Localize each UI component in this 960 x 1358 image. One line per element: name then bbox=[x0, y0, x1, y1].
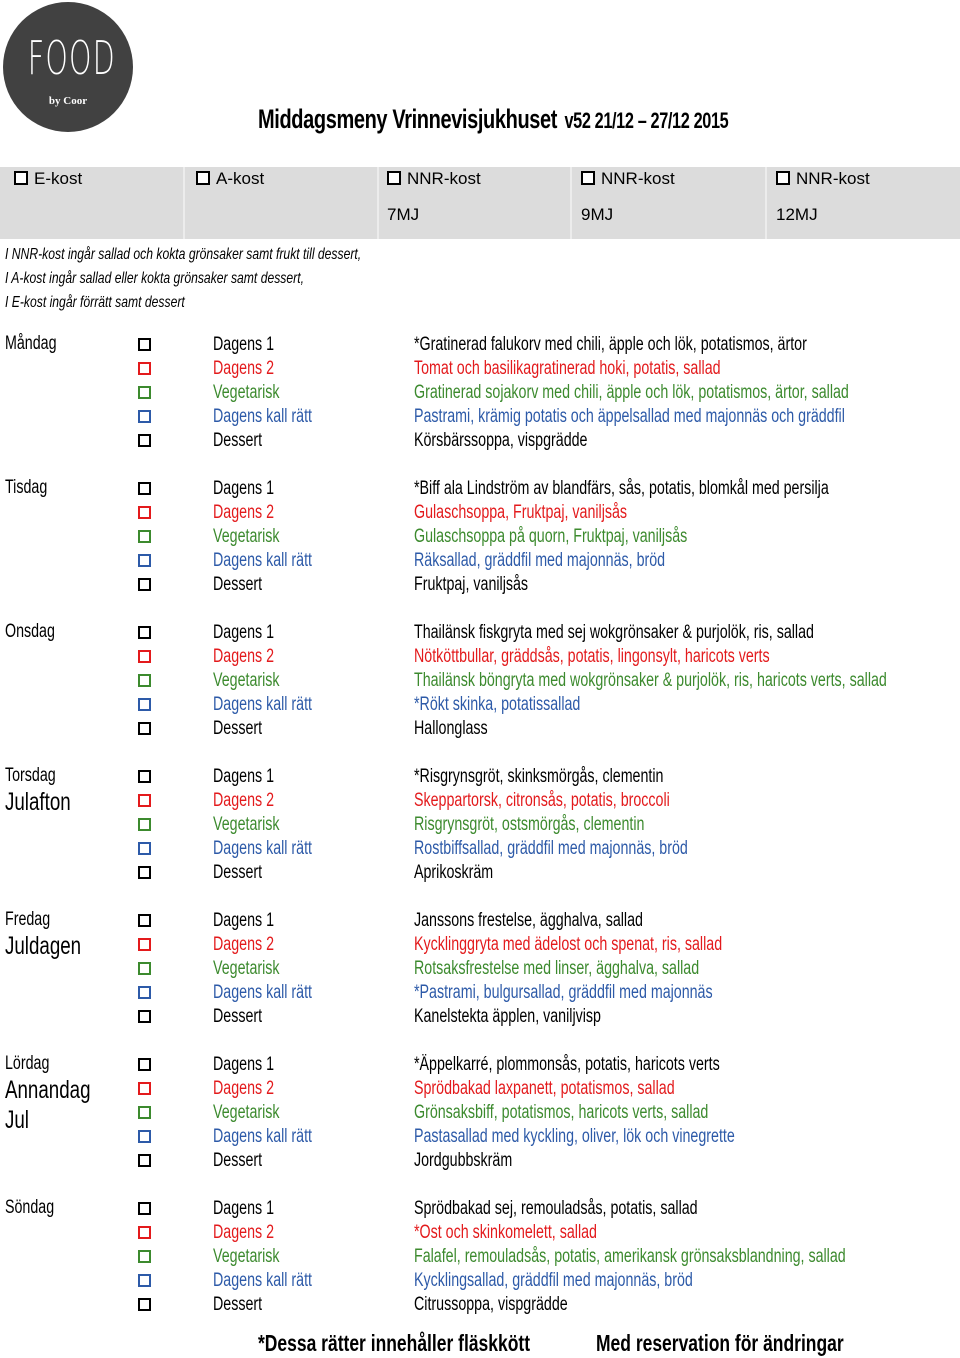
title-text: Middagsmeny Vrinnevisjukhuset bbox=[258, 104, 558, 134]
menu-row-dessert bbox=[0, 861, 960, 885]
day-name: Måndag bbox=[5, 333, 57, 354]
menu-dish: Falafel, remouladsås, potatis, amerikansk grönsaksblandning, sallad bbox=[414, 1246, 846, 1267]
checkbox-icon[interactable] bbox=[387, 171, 401, 185]
note-line: I E-kost ingår förrätt samt dessert bbox=[5, 294, 185, 311]
menu-category: Dagens 1 bbox=[213, 334, 275, 355]
menu-dish: Aprikoskräm bbox=[414, 862, 494, 883]
menu-dish: Sprödbakad laxpanett, potatismos, sallad bbox=[414, 1078, 675, 1099]
menu-row-dagens2 bbox=[0, 1221, 960, 1245]
menu-category: Dagens 2 bbox=[213, 1222, 275, 1243]
note-line: I A-kost ingår sallad eller kokta grönsaker samt dessert, bbox=[5, 270, 304, 287]
checkbox-icon[interactable] bbox=[138, 1106, 151, 1119]
menu-row-dagens2 bbox=[0, 645, 960, 669]
food-by-coor-logo bbox=[3, 2, 133, 132]
menu-category: Vegetarisk bbox=[213, 1246, 280, 1267]
checkbox-icon[interactable] bbox=[138, 578, 151, 591]
checkbox-icon[interactable] bbox=[138, 794, 151, 807]
checkbox-icon[interactable] bbox=[138, 770, 151, 783]
diet-option-e-kost[interactable]: E-kost bbox=[14, 168, 82, 204]
checkbox-icon[interactable] bbox=[138, 1298, 151, 1311]
menu-category: Dagens 2 bbox=[213, 790, 275, 811]
checkbox-icon[interactable] bbox=[138, 866, 151, 879]
menu-category: Dagens 2 bbox=[213, 502, 275, 523]
menu-row-dessert bbox=[0, 1293, 960, 1317]
menu-category: Dagens kall rätt bbox=[213, 1270, 313, 1291]
checkbox-icon[interactable] bbox=[138, 1058, 151, 1071]
checkbox-icon[interactable] bbox=[138, 482, 151, 495]
menu-row-kall bbox=[0, 981, 960, 1005]
holiday-name: Julafton bbox=[5, 788, 71, 816]
menu-row-dagens1 bbox=[0, 1197, 960, 1221]
menu-row-dessert bbox=[0, 429, 960, 453]
diet-option-nnr-7mj[interactable]: NNR-kost bbox=[387, 168, 481, 204]
menu-row-vegetarisk bbox=[0, 525, 960, 549]
day-name: Onsdag bbox=[5, 621, 55, 642]
menu-category: Dagens 1 bbox=[213, 1054, 275, 1075]
menu-row-kall bbox=[0, 693, 960, 717]
menu-row-dagens2 bbox=[0, 1077, 960, 1101]
checkbox-icon[interactable] bbox=[138, 698, 151, 711]
page-title bbox=[258, 104, 728, 135]
menu-row-dagens1 bbox=[0, 621, 960, 645]
checkbox-icon[interactable] bbox=[138, 674, 151, 687]
menu-category: Dagens kall rätt bbox=[213, 694, 313, 715]
day-name: Lördag bbox=[5, 1053, 50, 1074]
menu-dish: Thailänsk fiskgryta med sej wokgrönsaker & purjolök, ris, sallad bbox=[414, 622, 814, 643]
energy-7mj: 7MJ bbox=[387, 205, 420, 224]
menu-dish: Hallonglass bbox=[414, 718, 488, 739]
menu-row-vegetarisk bbox=[0, 1245, 960, 1269]
menu-row-kall bbox=[0, 1125, 960, 1149]
checkbox-icon[interactable] bbox=[138, 650, 151, 663]
menu-row-kall bbox=[0, 1269, 960, 1293]
checkbox-icon[interactable] bbox=[138, 1082, 151, 1095]
reservation-note: Med reservation för ändringar bbox=[596, 1330, 844, 1356]
menu-category: Dagens kall rätt bbox=[213, 1126, 313, 1147]
menu-dish: *Biff ala Lindström av blandfärs, sås, potatis, blomkål med persilja bbox=[414, 478, 829, 499]
menu-category: Dessert bbox=[213, 862, 263, 883]
menu-category: Vegetarisk bbox=[213, 382, 280, 403]
menu-row-kall bbox=[0, 405, 960, 429]
menu-category: Dagens 1 bbox=[213, 910, 275, 931]
menu-category: Dagens 1 bbox=[213, 478, 275, 499]
checkbox-icon[interactable] bbox=[196, 171, 210, 185]
note-line: I NNR-kost ingår sallad och kokta grönsaker samt frukt till dessert, bbox=[5, 246, 362, 263]
checkbox-icon[interactable] bbox=[138, 1130, 151, 1143]
checkbox-icon[interactable] bbox=[138, 962, 151, 975]
checkbox-icon[interactable] bbox=[138, 1250, 151, 1263]
menu-category: Dagens 1 bbox=[213, 622, 275, 643]
menu-dish: Gulaschsoppa på quorn, Fruktpaj, vaniljsås bbox=[414, 526, 688, 547]
menu-category: Dagens 2 bbox=[213, 1078, 275, 1099]
diet-separator bbox=[183, 167, 185, 239]
menu-dish: *Risgrynsgröt, skinksmörgås, clementin bbox=[414, 766, 664, 787]
menu-dish: Risgrynsgröt, ostsmörgås, clementin bbox=[414, 814, 645, 835]
menu-row-dagens2 bbox=[0, 357, 960, 381]
menu-row-vegetarisk bbox=[0, 669, 960, 693]
diet-separator bbox=[377, 167, 379, 239]
menu-dish: Pastasallad med kyckling, oliver, lök och vinegrette bbox=[414, 1126, 735, 1147]
menu-row-dessert bbox=[0, 573, 960, 597]
menu-row-dagens1 bbox=[0, 909, 960, 933]
diet-option-nnr-12mj[interactable]: NNR-kost bbox=[776, 168, 870, 204]
checkbox-icon[interactable] bbox=[14, 171, 28, 185]
menu-dish: Kycklinggryta med ädelost och spenat, ris, sallad bbox=[414, 934, 723, 955]
menu-row-dagens1 bbox=[0, 477, 960, 501]
menu-category: Dagens 1 bbox=[213, 766, 275, 787]
menu-category: Dessert bbox=[213, 718, 263, 739]
menu-row-kall bbox=[0, 549, 960, 573]
menu-dish: Räksallad, gräddfil med majonnäs, bröd bbox=[414, 550, 666, 571]
menu-dish: Janssons frestelse, ägghalva, sallad bbox=[414, 910, 643, 931]
menu-row-dessert bbox=[0, 1149, 960, 1173]
menu-dish: *Ost och skinkomelett, sallad bbox=[414, 1222, 597, 1243]
menu-dish: *Äppelkarré, plommonsås, potatis, haricots verts bbox=[414, 1054, 720, 1075]
menu-dish: Gulaschsoppa, Fruktpaj, vaniljsås bbox=[414, 502, 628, 523]
checkbox-icon[interactable] bbox=[138, 506, 151, 519]
menu-row-dagens2 bbox=[0, 789, 960, 813]
checkbox-icon[interactable] bbox=[776, 171, 790, 185]
menu-row-vegetarisk bbox=[0, 957, 960, 981]
menu-row-dessert bbox=[0, 1005, 960, 1029]
menu-category: Dessert bbox=[213, 430, 263, 451]
checkbox-icon[interactable] bbox=[138, 1226, 151, 1239]
menu-dish: Citrussoppa, vispgrädde bbox=[414, 1294, 568, 1315]
checkbox-icon[interactable] bbox=[138, 722, 151, 735]
holiday-name: Annandag bbox=[5, 1076, 91, 1104]
menu-category: Dagens kall rätt bbox=[213, 550, 313, 571]
menu-category: Vegetarisk bbox=[213, 1102, 280, 1123]
menu-category: Dessert bbox=[213, 1294, 263, 1315]
menu-category: Dagens 2 bbox=[213, 646, 275, 667]
menu-row-vegetarisk bbox=[0, 813, 960, 837]
checkbox-icon[interactable] bbox=[138, 914, 151, 927]
menu-row-vegetarisk bbox=[0, 381, 960, 405]
checkbox-icon[interactable] bbox=[138, 1010, 151, 1023]
energy-12mj: 12MJ bbox=[776, 205, 818, 224]
menu-dish: Gratinerad sojakorv med chili, äpple och lök, potatismos, ärtor, sallad bbox=[414, 382, 849, 403]
pork-footnote: *Dessa rätter innehåller fläskkött bbox=[258, 1330, 531, 1356]
menu-dish: Fruktpaj, vaniljsås bbox=[414, 574, 529, 595]
checkbox-icon[interactable] bbox=[138, 1154, 151, 1167]
holiday-name: Juldagen bbox=[5, 932, 82, 960]
checkbox-icon[interactable] bbox=[138, 1202, 151, 1215]
menu-row-dagens1 bbox=[0, 333, 960, 357]
energy-9mj: 9MJ bbox=[581, 205, 614, 224]
day-name: Tisdag bbox=[5, 477, 48, 498]
checkbox-icon[interactable] bbox=[138, 530, 151, 543]
menu-category: Dagens kall rätt bbox=[213, 982, 313, 1003]
checkbox-icon[interactable] bbox=[138, 362, 151, 375]
menu-row-vegetarisk bbox=[0, 1101, 960, 1125]
menu-category: Dessert bbox=[213, 1006, 263, 1027]
checkbox-icon[interactable] bbox=[138, 986, 151, 999]
menu-category: Dagens kall rätt bbox=[213, 838, 313, 859]
menu-row-dagens2 bbox=[0, 501, 960, 525]
menu-category: Vegetarisk bbox=[213, 670, 280, 691]
checkbox-icon[interactable] bbox=[138, 386, 151, 399]
menu-category: Vegetarisk bbox=[213, 526, 280, 547]
menu-dish: Pastrami, krämig potatis och äppelsallad med majonnäs och gräddfil bbox=[414, 406, 845, 427]
checkbox-icon[interactable] bbox=[138, 938, 151, 951]
menu-row-dagens1 bbox=[0, 1053, 960, 1077]
menu-dish: Thailänsk böngryta med wokgrönsaker & purjolök, ris, haricots verts, sallad bbox=[414, 670, 887, 691]
checkbox-icon[interactable] bbox=[138, 1274, 151, 1287]
menu-dish: *Gratinerad falukorv med chili, äpple och lök, potatismos, ärtor bbox=[414, 334, 807, 355]
menu-dish: Skeppartorsk, citronsås, potatis, broccoli bbox=[414, 790, 670, 811]
menu-dish: Rotsaksfrestelse med linser, ägghalva, sallad bbox=[414, 958, 700, 979]
menu-dish: Körsbärssoppa, vispgrädde bbox=[414, 430, 588, 451]
menu-category: Vegetarisk bbox=[213, 814, 280, 835]
menu-category: Vegetarisk bbox=[213, 958, 280, 979]
menu-dish: Grönsaksbiff, potatismos, haricots verts, sallad bbox=[414, 1102, 709, 1123]
menu-dish: Kycklingsallad, gräddfil med majonnäs, bröd bbox=[414, 1270, 693, 1291]
holiday-name: Jul bbox=[5, 1106, 29, 1134]
menu-dish: Sprödbakad sej, remouladsås, potatis, sallad bbox=[414, 1198, 698, 1219]
menu-category: Dagens 1 bbox=[213, 1198, 275, 1219]
diet-option-nnr-9mj[interactable]: NNR-kost bbox=[581, 168, 675, 204]
menu-row-dessert bbox=[0, 717, 960, 741]
logo-by-coor: by Coor bbox=[48, 95, 88, 107]
menu-dish: Kanelstekta äpplen, vaniljvisp bbox=[414, 1006, 601, 1027]
menu-dish: *Pastrami, bulgursallad, gräddfil med majonnäs bbox=[414, 982, 713, 1003]
menu-row-kall bbox=[0, 837, 960, 861]
diet-separator bbox=[570, 167, 572, 239]
title-version: v52 21/12 – 27/12 2015 bbox=[564, 108, 729, 133]
menu-dish: Tomat och basilikagratinerad hoki, potatis, sallad bbox=[414, 358, 721, 379]
checkbox-icon[interactable] bbox=[138, 554, 151, 567]
menu-category: Dagens 2 bbox=[213, 358, 275, 379]
checkbox-icon[interactable] bbox=[138, 410, 151, 423]
menu-row-dagens1 bbox=[0, 765, 960, 789]
logo-word: FOOD bbox=[27, 31, 116, 85]
menu-category: Dessert bbox=[213, 1150, 263, 1171]
checkbox-icon[interactable] bbox=[138, 818, 151, 831]
menu-row-dagens2 bbox=[0, 933, 960, 957]
menu-dish: *Rökt skinka, potatissallad bbox=[414, 694, 581, 715]
menu-dish: Jordgubbskräm bbox=[414, 1150, 513, 1171]
checkbox-icon[interactable] bbox=[138, 338, 151, 351]
checkbox-icon[interactable] bbox=[581, 171, 595, 185]
menu-dish: Nötköttbullar, gräddsås, potatis, lingonsylt, haricots verts bbox=[414, 646, 770, 667]
menu-category: Dessert bbox=[213, 574, 263, 595]
checkbox-icon[interactable] bbox=[138, 626, 151, 639]
checkbox-icon[interactable] bbox=[138, 842, 151, 855]
diet-option-a-kost[interactable]: A-kost bbox=[196, 168, 264, 204]
day-name: Fredag bbox=[5, 909, 51, 930]
diet-notes bbox=[5, 243, 361, 315]
checkbox-icon[interactable] bbox=[138, 434, 151, 447]
menu-category: Dagens 2 bbox=[213, 934, 275, 955]
menu-dish: Rostbiffsallad, gräddfil med majonnäs, bröd bbox=[414, 838, 688, 859]
day-name: Söndag bbox=[5, 1197, 55, 1218]
day-name: Torsdag bbox=[5, 765, 56, 786]
diet-separator bbox=[765, 167, 767, 239]
menu-category: Dagens kall rätt bbox=[213, 406, 313, 427]
